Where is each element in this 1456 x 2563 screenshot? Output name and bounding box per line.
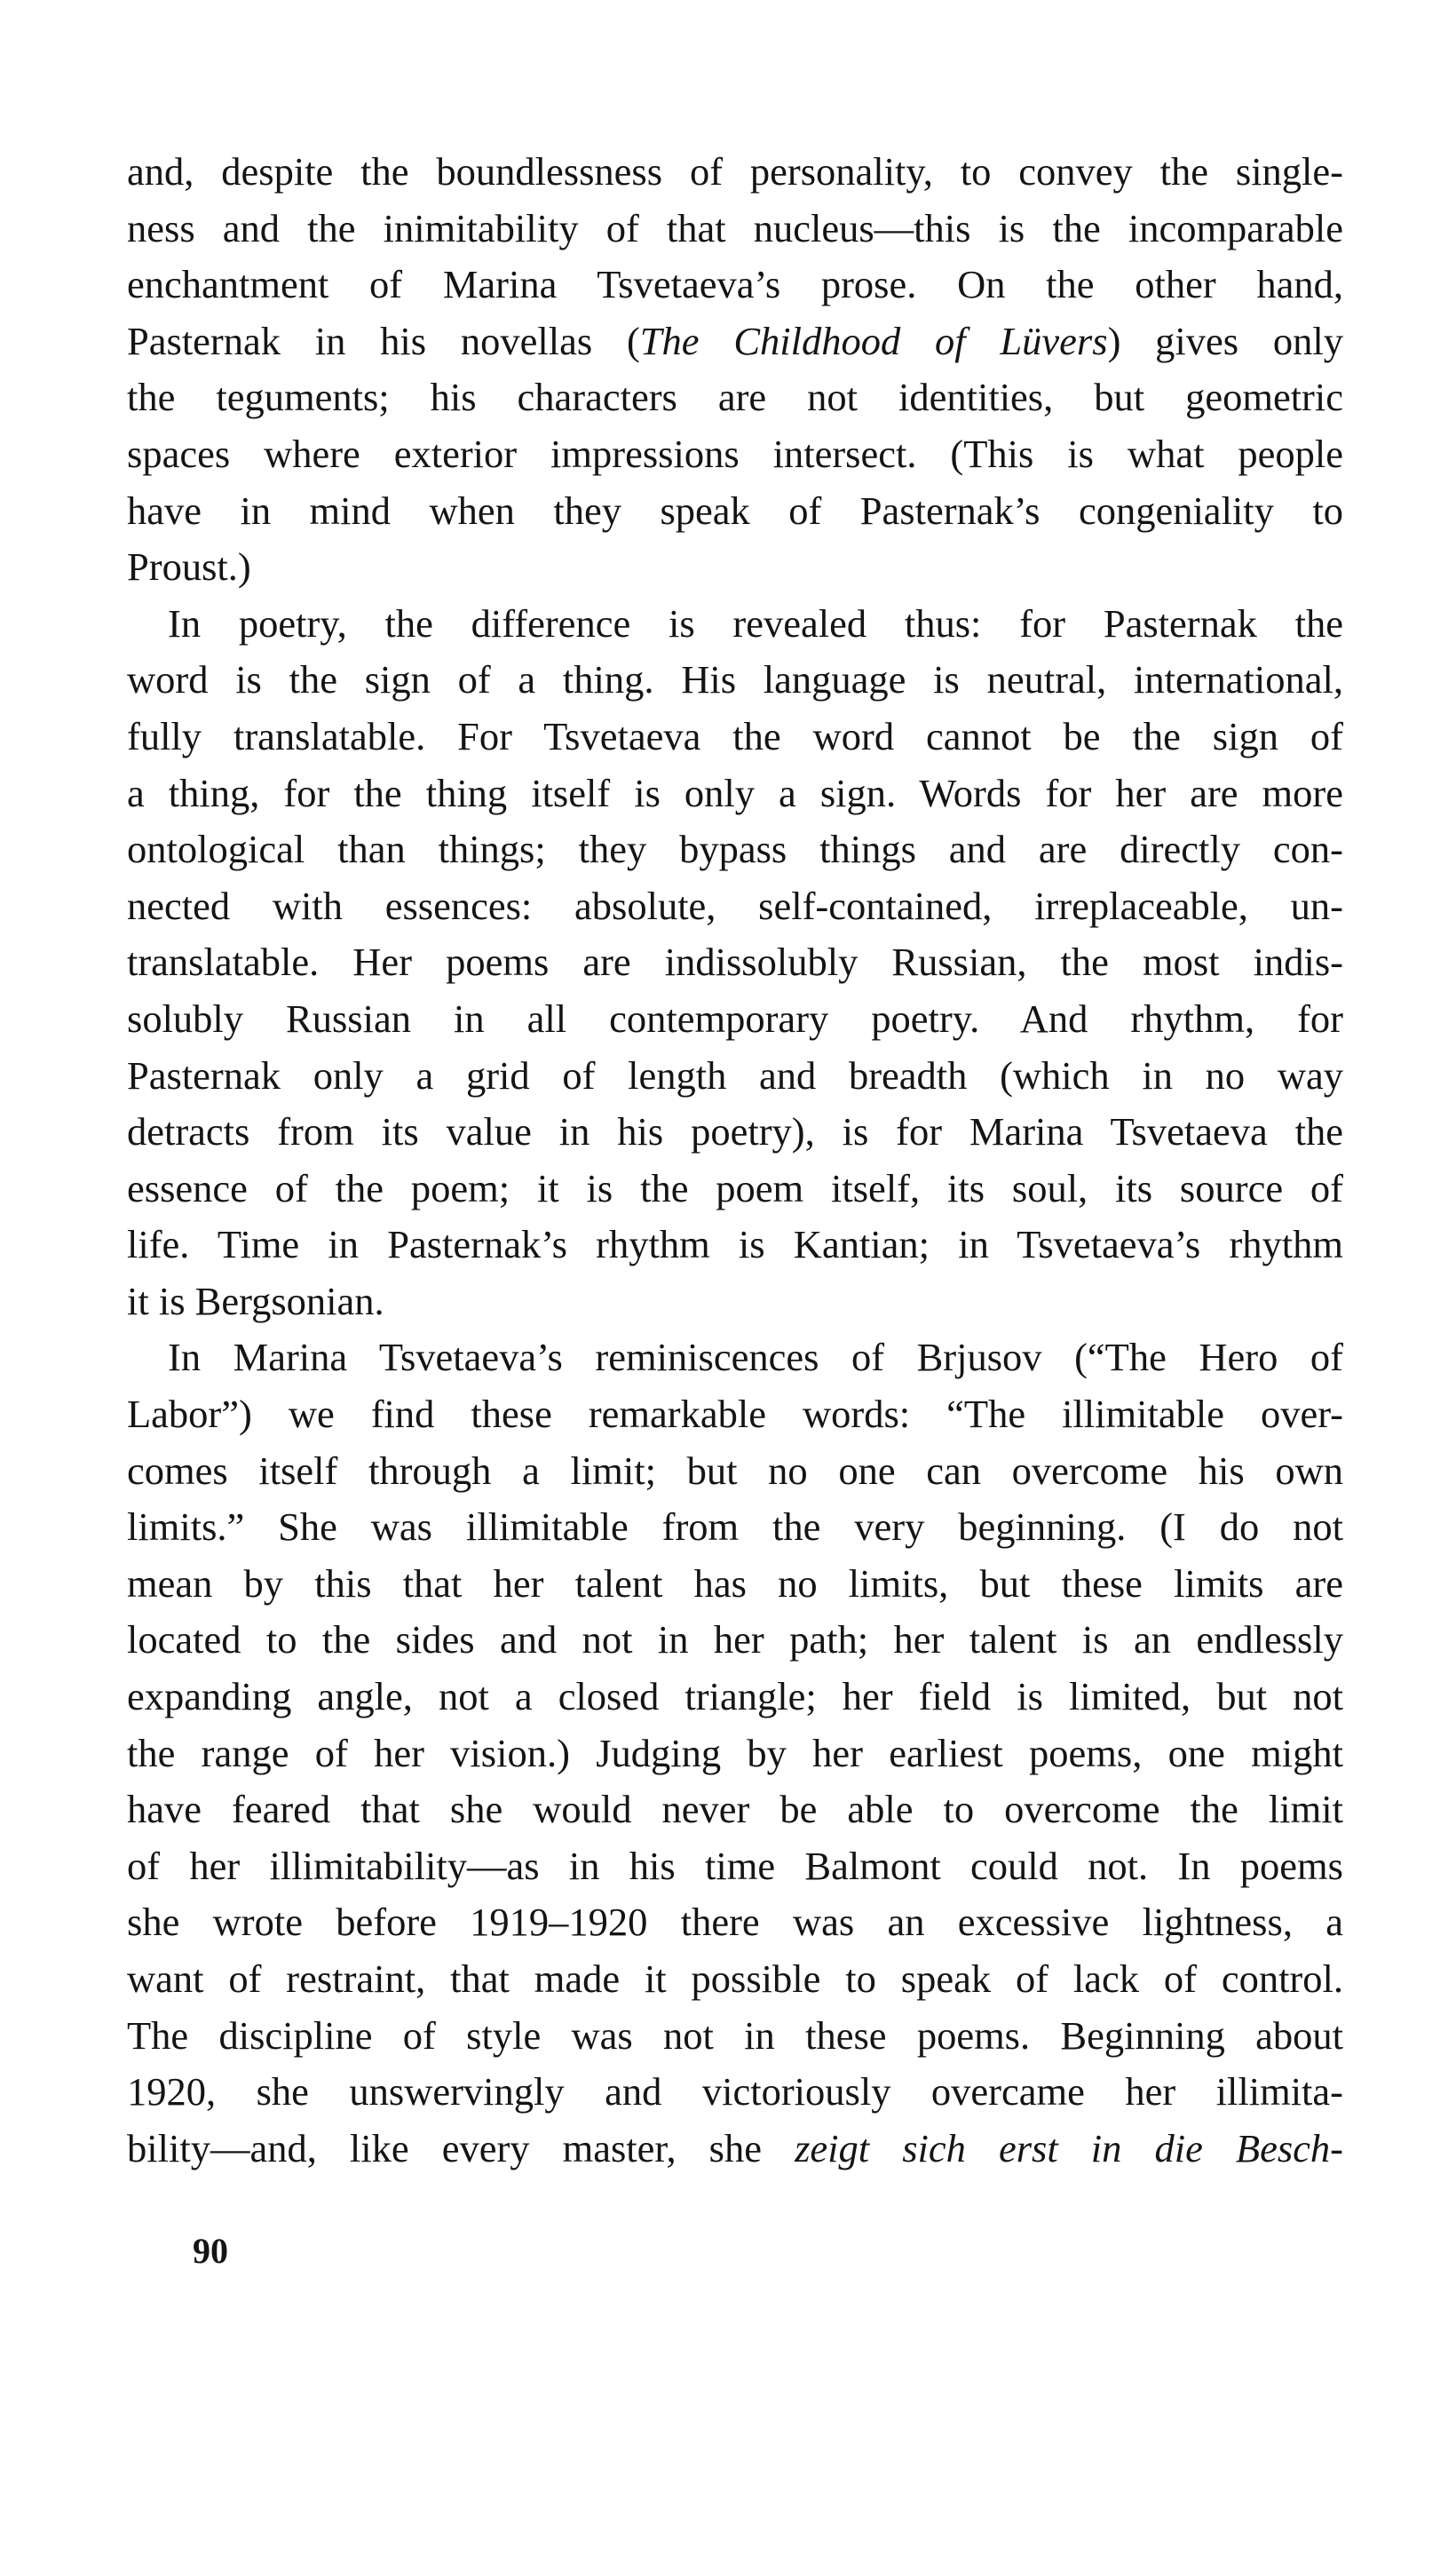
text-segment: essence of the poem; it is the poem itself, its soul, its source of [127, 1165, 1343, 1210]
italic-text: zeigt sich erst in die Besch- [795, 2125, 1343, 2170]
italic-text: The Childhood of Lüvers [639, 318, 1108, 363]
text-line [127, 201, 1343, 258]
text-segment: of her illimitability—as in his time Balmont could not. In poems [127, 1843, 1343, 1888]
text-segment: expanding angle, not a closed triangle; her field is limited, but not [127, 1674, 1343, 1719]
text-line [127, 1329, 1343, 1386]
text-segment: Pasternak in his novellas ( [127, 318, 640, 363]
text-segment: ontological than things; they bypass things and are directly con- [127, 827, 1343, 872]
text-segment: mean by this that her talent has no limits, but these limits are [127, 1560, 1343, 1606]
text-line [127, 991, 1343, 1048]
text-segment: Pasternak only a grid of length and breadth (which in no way [127, 1052, 1343, 1098]
body-text [127, 144, 1343, 2177]
text-line [127, 1838, 1343, 1895]
text-line [127, 426, 1343, 483]
text-segment: fully translatable. For Tsvetaeva the word cannot be the sign of [127, 713, 1343, 758]
text-line [127, 369, 1343, 426]
text-line [127, 1386, 1343, 1443]
text-line [127, 1161, 1343, 1218]
text-segment: Proust.) [127, 544, 251, 590]
text-line [127, 144, 1343, 201]
text-segment: the range of her vision.) Judging by her earliest poems, one might [127, 1730, 1343, 1775]
text-line [127, 1894, 1343, 1951]
text-line [127, 2121, 1343, 2178]
text-segment: enchantment of Marina Tsvetaeva’s prose. On the other hand, [127, 262, 1343, 307]
text-segment: bility—and, like every master, she [127, 2125, 795, 2170]
text-segment: a thing, for the thing itself is only a sign. Words for her are more [127, 770, 1343, 815]
text-segment: it is Bergsonian. [127, 1278, 384, 1323]
text-line [127, 934, 1343, 991]
text-line [127, 878, 1343, 935]
text-line [127, 313, 1343, 370]
text-segment: The discipline of style was not in these poems. Beginning about [127, 2012, 1343, 2058]
text-line [127, 821, 1343, 878]
text-segment: she wrote before 1919–1920 there was an excessive lightness, a [127, 1900, 1343, 1945]
text-line [127, 652, 1343, 709]
text-segment: translatable. Her poems are indissolubly Russian, the most indis- [127, 940, 1343, 985]
text-line [127, 539, 1343, 596]
text-segment: In Marina Tsvetaeva’s reminiscences of Brjusov (“The Hero of [168, 1335, 1343, 1380]
text-segment: the teguments; his characters are not identities, but geometric [127, 375, 1343, 420]
text-segment: and, despite the boundlessness of personality, to convey the single- [127, 149, 1343, 194]
text-line [127, 257, 1343, 313]
text-line [127, 1217, 1343, 1274]
text-line [127, 1274, 1343, 1330]
text-segment: nected with essences: absolute, self-contained, irreplaceable, un- [127, 883, 1343, 928]
text-line [127, 1499, 1343, 1556]
text-segment: have feared that she would never be able to overcome the limit [127, 1787, 1343, 1832]
page-number: 90 [193, 2231, 228, 2271]
text-segment: located to the sides and not in her path; her talent is an endlessly [127, 1617, 1343, 1662]
text-line [127, 1726, 1343, 1782]
text-line [127, 2064, 1343, 2121]
text-line [127, 1556, 1343, 1613]
text-segment: 1920, she unswervingly and victoriously overcame her illimita- [127, 2069, 1343, 2115]
text-segment: In poetry, the difference is revealed thus: for Pasternak the [168, 600, 1343, 646]
text-line [127, 1669, 1343, 1726]
text-segment: life. Time in Pasternak’s rhythm is Kantian; in Tsvetaeva’s rhythm [127, 1222, 1343, 1267]
text-line [127, 596, 1343, 653]
text-segment: solubly Russian in all contemporary poetry. And rhythm, for [127, 996, 1343, 1041]
text-line [127, 709, 1343, 766]
text-segment: ness and the inimitability of that nucleus—this is the incomparable [127, 205, 1343, 250]
text-segment: detracts from its value in his poetry), is for Marina Tsvetaeva the [127, 1109, 1343, 1155]
text-segment: Labor”) we find these remarkable words: “The illimitable over- [127, 1392, 1343, 1437]
text-segment: ) gives only [1107, 318, 1343, 363]
text-line [127, 1104, 1343, 1161]
text-line [127, 766, 1343, 822]
text-segment: limits.” She was illimitable from the very beginning. (I do not [127, 1504, 1343, 1550]
text-line [127, 1781, 1343, 1838]
text-line [127, 1612, 1343, 1669]
text-line [127, 1443, 1343, 1500]
text-line [127, 1951, 1343, 2008]
text-segment: spaces where exterior impressions intersect. (This is what people [127, 431, 1343, 476]
text-line [127, 2008, 1343, 2065]
text-segment: have in mind when they speak of Pasternak’s congeniality to [127, 488, 1343, 533]
text-line [127, 1048, 1343, 1105]
text-segment: word is the sign of a thing. His language is neutral, international, [127, 657, 1343, 702]
text-line [127, 483, 1343, 540]
text-segment: want of restraint, that made it possible to speak of lack of control. [127, 1956, 1343, 2001]
text-segment: comes itself through a limit; but no one can overcome his own [127, 1448, 1343, 1493]
